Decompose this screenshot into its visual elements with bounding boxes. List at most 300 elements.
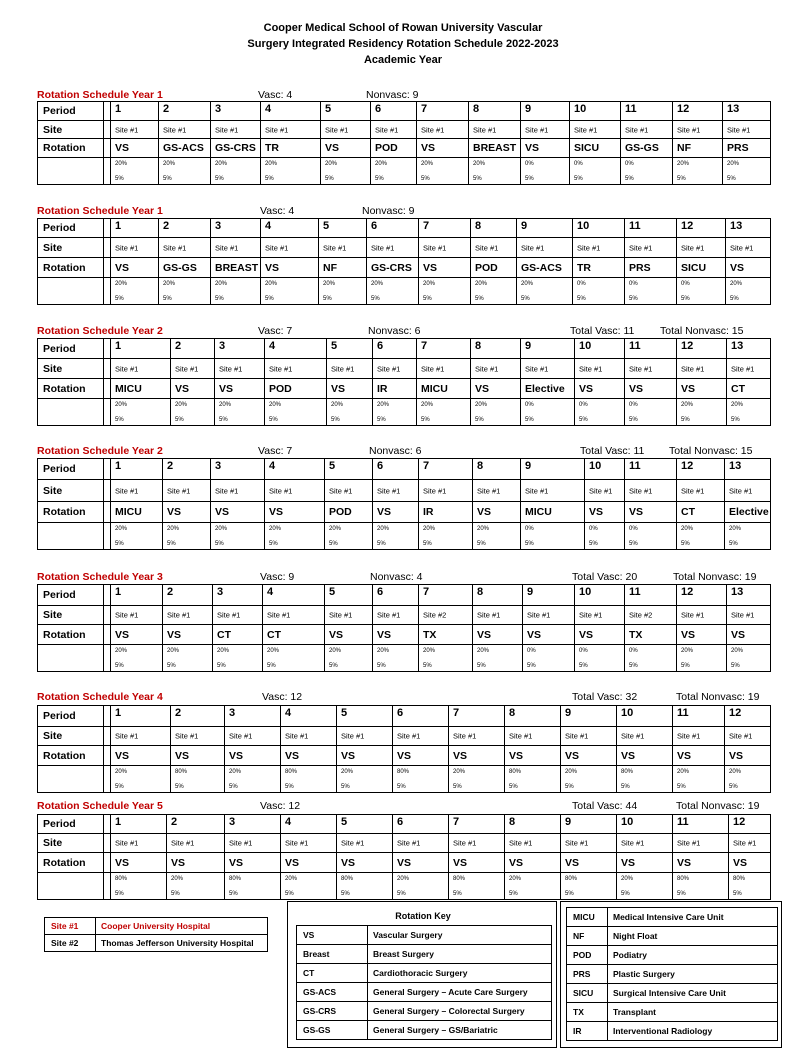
outpatient-research-cell xyxy=(724,523,771,549)
period-row-label: Period xyxy=(38,706,104,726)
block-title-text: Rotation Schedule Year 2 xyxy=(37,325,163,337)
site-cell xyxy=(560,834,616,852)
rotation-value: VS xyxy=(730,261,745,274)
period-value: 1 xyxy=(115,220,122,232)
nonvasc-count xyxy=(369,444,422,458)
rotation-value: VS xyxy=(397,749,412,762)
site-legend-value: Thomas Jefferson University Hospital xyxy=(95,935,254,951)
outpatient-value: 20% xyxy=(681,648,694,654)
outpatient-research-cell xyxy=(472,523,520,549)
site-cell xyxy=(726,359,771,378)
abbrev-key-frame xyxy=(560,901,782,1048)
outpatient-value: 0% xyxy=(525,161,534,167)
site-value: Site #1 xyxy=(565,731,589,741)
rotation-value: VS xyxy=(115,142,130,154)
outpatient-value: 20% xyxy=(621,876,634,882)
research-value: 5% xyxy=(525,417,534,423)
outpatient-research-cell xyxy=(110,873,166,899)
site-cell xyxy=(470,359,520,378)
rotation-key-meaning: General Surgery – Colorectal Surgery xyxy=(367,1002,525,1020)
outpatient-value: 20% xyxy=(215,281,228,287)
outpatient-value: 80% xyxy=(453,876,466,882)
block-title-text: Rotation Schedule Year 2 xyxy=(37,445,163,457)
outpatient-research-cell xyxy=(560,766,616,792)
period-cell xyxy=(372,459,418,479)
period-value: 1 xyxy=(115,816,122,828)
outpatient-value: 20% xyxy=(269,526,282,532)
research-value: 5% xyxy=(577,296,586,302)
outpatient-research-cell xyxy=(676,278,725,304)
research-value: 5% xyxy=(215,541,224,547)
site-value: Site #1 xyxy=(397,731,421,741)
period-cell xyxy=(372,585,418,605)
outpatient-research-cell xyxy=(418,523,472,549)
rotation-value: VS xyxy=(341,856,356,869)
rotation-cell xyxy=(110,746,170,765)
site-value: Site #1 xyxy=(677,125,701,134)
rotation-value: SICU xyxy=(574,142,600,154)
rotation-value: VS xyxy=(341,749,356,762)
rotation-cell xyxy=(110,853,166,872)
outpatient-value: 20% xyxy=(215,161,228,167)
site-value: Site #1 xyxy=(625,125,649,134)
rotation-cell xyxy=(569,139,620,157)
period-cell xyxy=(560,815,616,833)
rotation-value: VS xyxy=(377,628,392,641)
outpatient-value: 20% xyxy=(377,648,390,654)
site-value: Site #1 xyxy=(574,125,598,134)
period-value: 7 xyxy=(423,460,430,472)
site-cell xyxy=(418,606,472,624)
block-title-text: Rotation Schedule Year 3 xyxy=(37,571,163,583)
outpatient-value: 20% xyxy=(269,402,282,408)
period-cell xyxy=(260,102,320,120)
period-value: 11 xyxy=(629,340,641,352)
rotation-cell xyxy=(170,379,214,398)
abbrev-key-abbrev: PRS xyxy=(573,969,591,979)
site-row-label: Site xyxy=(38,238,104,257)
outpatient-research-cell xyxy=(214,399,264,425)
site-value: Site #1 xyxy=(229,731,253,741)
rotation-value: Elective xyxy=(525,382,565,395)
rotation-value: VS xyxy=(229,749,244,762)
outpatient-research-cell xyxy=(560,873,616,899)
site-cell xyxy=(418,480,472,501)
site-cell xyxy=(448,727,504,745)
period-value: 5 xyxy=(341,816,348,828)
period-value: 2 xyxy=(167,460,174,472)
rotation-value: VS xyxy=(325,142,340,154)
period-value: 10 xyxy=(589,460,602,472)
outpatient-value: 80% xyxy=(733,876,746,882)
period-value: 6 xyxy=(377,340,384,352)
site-value: Site #2 xyxy=(423,610,447,620)
rotation-cell xyxy=(162,502,210,522)
period-cell xyxy=(170,706,224,726)
total-nonvasc-count xyxy=(676,799,759,813)
period-cell xyxy=(372,339,416,358)
site-value: Site #1 xyxy=(269,486,293,495)
total-vasc-count xyxy=(580,444,644,458)
period-cell xyxy=(110,459,162,479)
site-value: Site #1 xyxy=(371,243,395,252)
outpatient-value: 20% xyxy=(477,526,490,532)
research-value: 5% xyxy=(115,176,124,182)
rotation-cell xyxy=(158,139,210,157)
site-cell xyxy=(468,121,520,138)
research-value: 5% xyxy=(397,891,406,897)
outpatient-value: 20% xyxy=(323,281,336,287)
rotation-cell xyxy=(724,502,771,522)
outpatient-value: 20% xyxy=(167,648,180,654)
site-value: Site #1 xyxy=(477,486,501,495)
title-line-1: Cooper Medical School of Rowan University Vascular xyxy=(263,22,543,34)
outpatient-value: 20% xyxy=(371,281,384,287)
abbrev-key-abbrev: NF xyxy=(573,931,585,941)
abbrev-key-abbrev: SICU xyxy=(573,988,594,998)
abbrev-key-row xyxy=(567,945,777,964)
total-vasc-count-text: Total Vasc: 32 xyxy=(572,691,638,703)
rotation-value: MICU xyxy=(421,382,448,395)
site-value: Site #1 xyxy=(579,364,603,373)
outpatient-research-cell xyxy=(318,278,366,304)
rotation-row-label: Rotation xyxy=(38,502,104,522)
period-cell xyxy=(672,102,722,120)
site-row-label: Site xyxy=(38,359,104,378)
site-value: Site #1 xyxy=(175,731,199,741)
site-cell xyxy=(672,121,722,138)
rotation-value: GS-CRS xyxy=(371,261,412,274)
rotation-cell xyxy=(210,502,264,522)
research-value: 5% xyxy=(285,891,294,897)
block-title-text: Rotation Schedule Year 1 xyxy=(37,89,163,101)
abbrev-key-meaning: Transplant xyxy=(607,1003,656,1021)
outpatient-value: 20% xyxy=(509,876,522,882)
period-cell xyxy=(470,219,516,237)
site-cell xyxy=(336,727,392,745)
outpatient-value: 20% xyxy=(163,161,176,167)
period-value: 6 xyxy=(371,220,378,232)
rotation-value: VS xyxy=(509,749,524,762)
site-cell xyxy=(418,238,470,257)
outpatient-research-cell xyxy=(726,645,771,671)
vasc-count xyxy=(258,88,292,102)
rotation-cell xyxy=(326,379,372,398)
period-value: 9 xyxy=(525,460,532,472)
site-cell xyxy=(212,606,262,624)
title-line-3: Academic Year xyxy=(363,54,443,66)
period-value: 13 xyxy=(727,103,740,115)
outpatient-research-cell xyxy=(264,399,326,425)
site-cell xyxy=(722,121,771,138)
vasc-count-text: Vasc: 4 xyxy=(258,89,293,101)
outpatient-value: 20% xyxy=(265,281,278,287)
outpatient-research-cell xyxy=(470,399,520,425)
rotation-value: POD xyxy=(329,506,352,518)
rotation-row-label: Rotation xyxy=(38,139,104,157)
research-value: 5% xyxy=(621,784,630,790)
research-value: 5% xyxy=(229,784,238,790)
outpatient-research-cell xyxy=(280,766,336,792)
research-value: 5% xyxy=(285,784,294,790)
period-value: 12 xyxy=(681,340,694,352)
period-value: 10 xyxy=(621,816,634,828)
site-value: Site #1 xyxy=(267,610,291,620)
period-cell xyxy=(520,102,569,120)
period-value: 12 xyxy=(729,707,742,719)
block-title xyxy=(37,204,163,218)
outpatient-value: 20% xyxy=(453,769,466,775)
outpatient-research-cell xyxy=(158,278,210,304)
rotation-cell xyxy=(162,625,212,644)
rotation-value: VS xyxy=(167,628,182,641)
site-value: Site #1 xyxy=(509,838,533,848)
period-cell xyxy=(210,102,260,120)
period-cell xyxy=(264,459,324,479)
rotation-cell xyxy=(260,258,318,277)
site-legend-row xyxy=(45,918,267,934)
rotation-value: VS xyxy=(229,856,244,869)
research-value: 5% xyxy=(229,891,238,897)
rotation-cell xyxy=(370,139,416,157)
research-value: 5% xyxy=(579,663,588,669)
site-value: Site #1 xyxy=(115,838,139,848)
period-cell xyxy=(616,815,672,833)
vasc-count xyxy=(260,799,300,813)
block-title xyxy=(37,799,163,813)
research-value: 5% xyxy=(115,417,124,423)
outpatient-value: 20% xyxy=(423,526,436,532)
rotation-cell xyxy=(620,139,672,157)
rotation-value: VS xyxy=(733,856,748,869)
site-value: Site #1 xyxy=(331,364,355,373)
research-value: 5% xyxy=(729,784,738,790)
period-value: 11 xyxy=(629,586,641,598)
rotation-value: VS xyxy=(629,506,644,518)
period-cell xyxy=(472,459,520,479)
period-cell xyxy=(110,339,170,358)
site-cell xyxy=(260,238,318,257)
outpatient-value: 20% xyxy=(163,281,176,287)
site-value: Site #1 xyxy=(115,364,139,373)
rotation-value: VS xyxy=(171,856,186,869)
abbrev-key-row xyxy=(567,908,777,926)
period-cell xyxy=(676,585,726,605)
period-value: 8 xyxy=(509,816,516,828)
outpatient-research-cell xyxy=(366,278,418,304)
rotation-value: GS-CRS xyxy=(215,142,256,154)
outpatient-research-cell xyxy=(170,399,214,425)
rotation-cell xyxy=(392,853,448,872)
total-nonvasc-count-text: Total Nonvasc: 19 xyxy=(676,800,760,812)
outpatient-research-cell xyxy=(472,645,522,671)
site-value: Site #1 xyxy=(115,486,139,495)
outpatient-research-cell xyxy=(264,523,324,549)
period-value: 10 xyxy=(579,340,592,352)
period-value: 10 xyxy=(621,707,634,719)
research-value: 5% xyxy=(453,784,462,790)
period-value: 6 xyxy=(377,460,384,472)
research-value: 5% xyxy=(421,417,430,423)
rotation-cell xyxy=(672,139,722,157)
outpatient-value: 0% xyxy=(574,161,583,167)
period-value: 1 xyxy=(115,460,122,472)
site-row xyxy=(38,833,770,852)
rotation-cell xyxy=(280,853,336,872)
period-cell xyxy=(170,339,214,358)
rotation-key-meaning: General Surgery – GS/Bariatric xyxy=(367,1021,498,1039)
rotation-value: VS xyxy=(421,142,436,154)
site-cell xyxy=(210,121,260,138)
outpatient-value: 0% xyxy=(579,402,588,408)
rotation-cell xyxy=(224,853,280,872)
site-value: Site #1 xyxy=(115,125,139,134)
site-value: Site #1 xyxy=(423,486,447,495)
period-value: 3 xyxy=(219,340,226,352)
outpatient-value: 20% xyxy=(175,402,188,408)
rotation-cell xyxy=(574,379,624,398)
period-value: 9 xyxy=(565,816,572,828)
rotation-value: VS xyxy=(475,382,490,395)
period-cell xyxy=(110,815,166,833)
period-value: 3 xyxy=(215,220,222,232)
research-value: 5% xyxy=(171,891,180,897)
period-cell xyxy=(724,706,771,726)
outpatient-value: 80% xyxy=(175,769,188,775)
block-title xyxy=(37,570,163,584)
site-value: Site #1 xyxy=(525,125,549,134)
period-value: 3 xyxy=(229,816,236,828)
site-cell xyxy=(616,727,672,745)
outpatient-research-cell xyxy=(516,278,572,304)
research-value: 5% xyxy=(329,663,338,669)
research-value: 5% xyxy=(341,891,350,897)
site-value: Site #1 xyxy=(681,243,705,252)
abbrev-key-meaning: Medical Intensive Care Unit xyxy=(607,908,724,926)
rotation-key-abbrev: GS-GS xyxy=(303,1025,331,1035)
site-cell xyxy=(372,359,416,378)
outpatient-value: 80% xyxy=(677,876,690,882)
outpatient-value: 20% xyxy=(681,526,694,532)
period-row xyxy=(38,459,770,479)
outpatient-value: 20% xyxy=(219,402,232,408)
outpatient-research-cell xyxy=(672,766,724,792)
research-value: 5% xyxy=(579,417,588,423)
period-cell xyxy=(616,706,672,726)
research-value: 5% xyxy=(589,541,598,547)
rotation-cell xyxy=(504,853,560,872)
research-value: 5% xyxy=(681,663,690,669)
nonvasc-count xyxy=(370,570,423,584)
nonvasc-count-text: Nonvasc: 9 xyxy=(362,205,415,217)
site-value: Site #1 xyxy=(589,486,613,495)
outpatient-research-cell xyxy=(210,278,260,304)
outpatient-value: 20% xyxy=(681,402,694,408)
site-value: Site #1 xyxy=(269,364,293,373)
outpatient-research-cell xyxy=(262,645,324,671)
rotation-value: VS xyxy=(115,749,130,762)
period-row-label: Period xyxy=(38,339,104,358)
rotation-value: GS-GS xyxy=(625,142,659,154)
total-nonvasc-count xyxy=(660,324,743,338)
rotation-key-abbrev: VS xyxy=(303,930,315,940)
research-value: 5% xyxy=(377,663,386,669)
site-cell xyxy=(110,238,158,257)
rotation-value: BREAST xyxy=(473,142,517,154)
outpatient-value: 20% xyxy=(477,648,490,654)
site-value: Site #1 xyxy=(375,125,399,134)
outpatient-value: 20% xyxy=(285,876,298,882)
site-row xyxy=(38,479,770,501)
rotation-value: POD xyxy=(475,261,498,274)
period-row xyxy=(38,706,770,726)
site-legend-key: Site #1 xyxy=(51,921,79,931)
period-value: 4 xyxy=(269,460,276,472)
outpatient-research-cell xyxy=(520,523,584,549)
research-value: 5% xyxy=(323,296,332,302)
period-value: 8 xyxy=(477,460,484,472)
outpatient-research-row-label xyxy=(38,766,104,792)
abbrev-key-abbrev: MICU xyxy=(573,912,595,922)
period-cell xyxy=(366,219,418,237)
nonvasc-count-text: Nonvasc: 4 xyxy=(370,571,423,583)
rotation-cell xyxy=(676,502,724,522)
research-value: 5% xyxy=(423,541,432,547)
outpatient-research-cell xyxy=(520,158,569,184)
total-vasc-count-text: Total Vasc: 11 xyxy=(570,325,635,337)
outpatient-value: 20% xyxy=(730,281,743,287)
research-value: 5% xyxy=(423,663,432,669)
site-value: Site #1 xyxy=(731,610,755,620)
outpatient-research-row xyxy=(38,398,770,425)
research-value: 5% xyxy=(629,417,638,423)
outpatient-value: 20% xyxy=(329,648,342,654)
vasc-count xyxy=(262,690,302,704)
site-cell xyxy=(336,834,392,852)
period-cell xyxy=(624,339,676,358)
rotation-cell xyxy=(624,502,676,522)
research-value: 5% xyxy=(731,417,740,423)
site-cell xyxy=(416,121,468,138)
period-cell xyxy=(416,339,470,358)
rotation-value: SICU xyxy=(681,261,707,274)
rotation-value: TX xyxy=(629,628,643,641)
research-value: 5% xyxy=(265,176,274,182)
research-value: 5% xyxy=(525,541,534,547)
vasc-count-text: Vasc: 12 xyxy=(260,800,301,812)
period-value: 6 xyxy=(377,586,384,598)
site-row-label: Site xyxy=(38,606,104,624)
period-value: 7 xyxy=(453,816,460,828)
site-value: Site #1 xyxy=(727,125,751,134)
rotation-value: VS xyxy=(285,856,300,869)
rotation-row xyxy=(38,745,770,765)
outpatient-value: 20% xyxy=(115,402,128,408)
outpatient-research-cell xyxy=(224,873,280,899)
research-value: 5% xyxy=(423,296,432,302)
outpatient-research-row-label xyxy=(38,399,104,425)
outpatient-value: 0% xyxy=(629,648,638,654)
abbrev-key-meaning: Night Float xyxy=(607,927,657,945)
outpatient-research-cell xyxy=(522,645,574,671)
period-row-label: Period xyxy=(38,815,104,833)
outpatient-research-cell xyxy=(158,158,210,184)
period-value: 7 xyxy=(421,103,428,115)
outpatient-research-cell xyxy=(110,399,170,425)
period-cell xyxy=(326,339,372,358)
block-title xyxy=(37,88,163,102)
outpatient-research-cell xyxy=(336,873,392,899)
